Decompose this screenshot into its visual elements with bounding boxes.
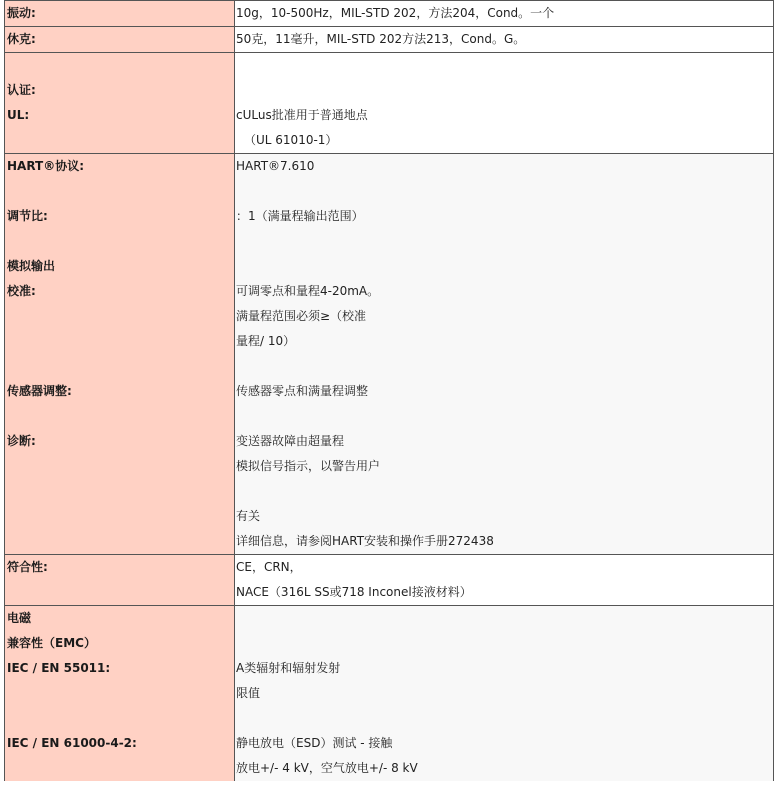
spec-label-cell: [5, 27, 235, 52]
spec-label: IEC / EN 61000-4-2:: [7, 736, 137, 750]
spec-value: A类辐射和辐射发射: [236, 661, 341, 675]
spec-value: 满量程范围必须≥（校准: [236, 309, 367, 323]
spec-label: 休克:: [7, 32, 36, 46]
spec-label: 振动:: [7, 6, 36, 20]
spec-label: HART®协议:: [7, 159, 85, 173]
spec-value: cULus批准用于普通地点: [236, 108, 368, 122]
spec-label-cell: [5, 1, 235, 26]
spec-value: 模拟信号指示，以警告用户: [236, 459, 381, 473]
spec-label-cell: [5, 53, 235, 153]
spec-value: 静电放电（ESD）测试 - 接触: [236, 736, 393, 750]
spec-label-cell: [5, 555, 235, 605]
spec-label: 符合性:: [7, 560, 48, 574]
spec-value: 50克，11毫升，MIL-STD 202方法213，Cond。G。: [236, 32, 526, 46]
spec-label: UL:: [7, 108, 30, 122]
spec-value: 有关: [236, 509, 261, 523]
spec-value-cell: [235, 53, 773, 153]
spec-value: 量程/ 10）: [236, 334, 296, 348]
spec-value: NACE（316L SS或718 Inconel接液材料）: [236, 585, 472, 599]
spec-value: 传感器零点和满量程调整: [236, 384, 369, 398]
spec-value: 可调零点和量程4-20mA。: [236, 284, 380, 298]
spec-label-cell: [5, 606, 235, 781]
spec-label: 传感器调整:: [7, 384, 72, 398]
spec-row-compliance: [5, 555, 773, 606]
spec-value: 详细信息，请参阅HART安装和操作手册272438: [236, 534, 494, 548]
spec-value-cell: [235, 555, 773, 605]
spec-table: [4, 0, 774, 781]
spec-value: HART®7.610: [236, 159, 315, 173]
spec-label-cell: [5, 154, 235, 554]
spec-label: 校准:: [7, 284, 36, 298]
spec-label: 兼容性（EMC）: [7, 636, 96, 650]
spec-row-shock: [5, 27, 773, 53]
spec-label: IEC / EN 55011:: [7, 661, 111, 675]
spec-value: （UL 61010-1）: [244, 133, 338, 147]
spec-value: 10g，10-500Hz，MIL-STD 202，方法204，Cond。一个: [236, 6, 555, 20]
spec-row-hart: [5, 154, 773, 555]
spec-value-cell: [235, 606, 773, 781]
spec-row-certification: [5, 53, 773, 154]
spec-value: 变送器故障由超量程: [236, 434, 345, 448]
spec-value-cell: [235, 154, 773, 554]
spec-label: 认证:: [7, 83, 36, 97]
spec-value: ：1（满量程输出范围）: [236, 209, 364, 223]
spec-value: 限值: [236, 686, 261, 700]
spec-row-emc: [5, 606, 773, 781]
spec-row-vibration: [5, 0, 773, 27]
spec-value: CE，CRN，: [236, 560, 302, 574]
spec-value-cell: [235, 1, 773, 26]
spec-value-cell: [235, 27, 773, 52]
spec-label: 模拟输出: [7, 259, 56, 273]
spec-label: 电磁: [7, 611, 32, 625]
spec-value: 放电+/- 4 kV，空气放电+/- 8 kV: [236, 761, 418, 775]
spec-label: 诊断:: [7, 434, 36, 448]
spec-label: 调节比:: [7, 209, 48, 223]
